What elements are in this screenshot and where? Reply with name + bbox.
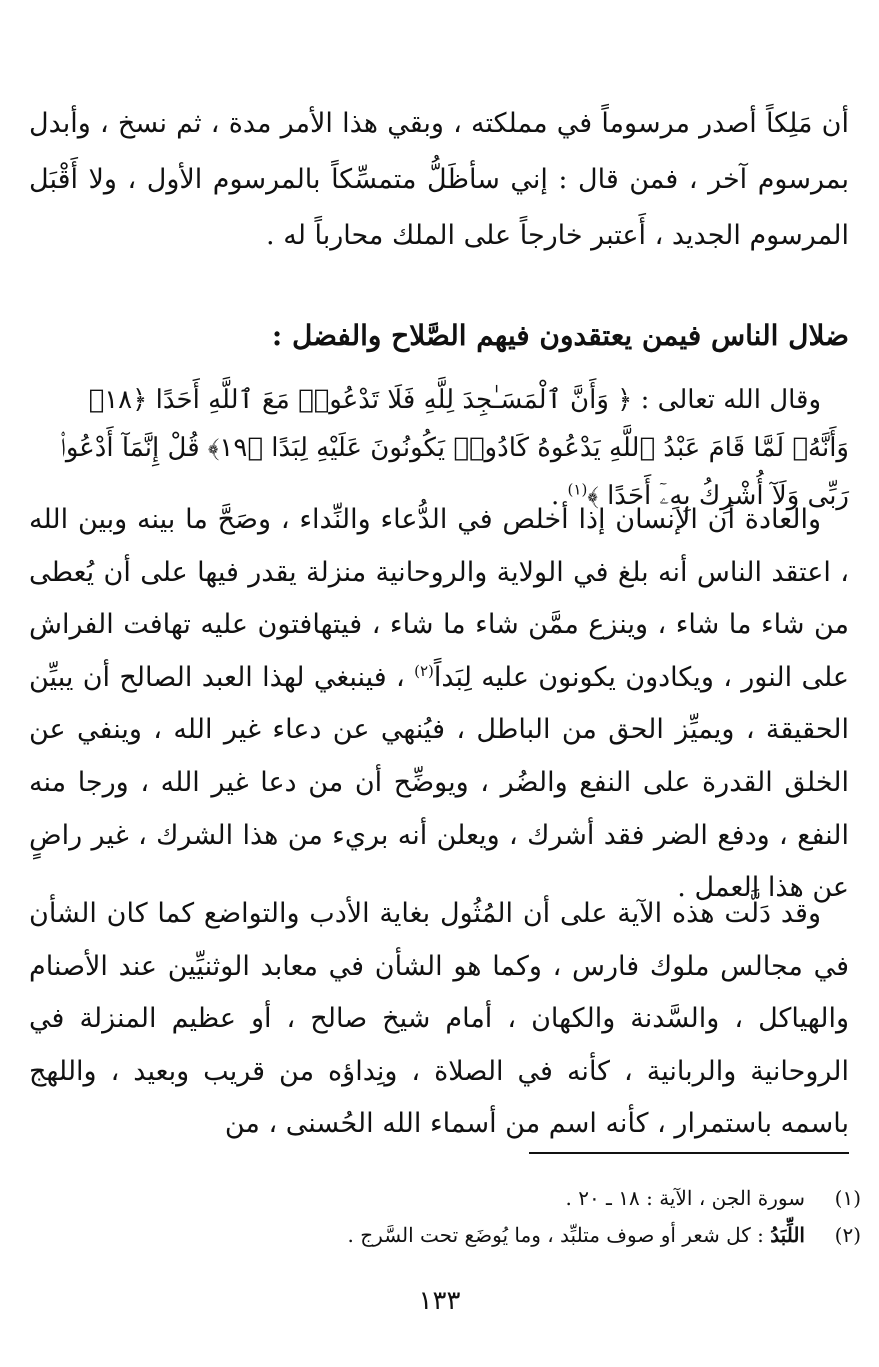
footnote-2 <box>29 1220 861 1250</box>
paragraph-2-text-a: والعادة أن الإنسان إذا أخلص في الدُّعاء والنِّداء ، وصَحَّ ما بينه وبين الله ، اعتقد الناس أنه بلغ في الولاية والروحانية منزلة يقدر فيها على أن يُعطى من شاء ما شاء ، وينزع ممَّن شاء ما شاء ، فيتهافتون عليه تهافت الفراش على النور ، ويكادون يكونون عليه لِبَداً <box>29 504 849 693</box>
footnote-1 <box>29 1183 861 1213</box>
section-heading: ضلال الناس فيمن يعتقدون فيهم الصَّلاح والفضل : <box>271 319 849 352</box>
quran-intro: وقال الله تعالى : <box>640 385 821 415</box>
page-number: ١٣٣ <box>418 1286 461 1316</box>
quran-end: . <box>550 481 568 511</box>
paragraph-1: أن مَلِكاً أصدر مرسوماً في مملكته ، وبقي هذا الأمر مدة ، ثم نسخ ، وأبدل بمرسوم آخر ، فمن قال : إني سأظَلُّ متمسِّكاً بالمرسوم الأول ، ولا أَقْبَل المرسوم الجديد ، أَعتبر خارجاً على الملك محارباً له . <box>29 108 849 251</box>
footnote-1-text: سورة الجن ، الآية : ١٨ ـ ٢٠ . <box>565 1186 805 1210</box>
footnote-1-number: (١) <box>834 1186 861 1210</box>
paragraph-2 <box>29 494 849 915</box>
footnote-ref-2: (٢) <box>414 661 434 680</box>
paragraph-3-text: وقد دَلَّت هذه الآية على أن المُثُول بغاية الأدب والتواضع كما كان الشأن في مجالس ملوك فارس ، وكما هو الشأن في معابد الوثنيِّين عند الأصنام والهياكل ، والسَّدنة والكهان ، أمام شيخ صالح ، أو عظيم المنزلة في الروحانية والربانية ، كأنه في الصلاة ، ونِداؤه من قريب وبعيد ، واللهج باسمه باستمرار ، كأنه اسم من أسماء الله الحُسنى ، من <box>29 898 849 1140</box>
footnote-ref-1: (١) <box>567 480 588 499</box>
quran-verse: ﴿ وَأَنَّ ٱلْمَسَـٰجِدَ لِلَّهِ فَلَا تَدْعُوا۟ مَعَ ٱللَّهِ أَحَدًا ﴿١٨﴾ وَأَنَّهُۥ لَمَّا قَامَ عَبْدُ ٱللَّهِ يَدْعُوهُ كَادُوا۟ يَكُونُونَ عَلَيْهِ لِبَدًا ﴿١٩﴾ قُلْ إِنَّمَآ أَدْعُوا۟ رَبِّى وَلَآ أُشْرِكُ بِهِۦٓ أَحَدًا ﴾ <box>59 385 849 511</box>
paragraph-2-text-b: ، فينبغي لهذا العبد الصالح أن يبيِّن الحقيقة ، ويميِّز الحق من الباطل ، فيُنهي عن دعاء غير الله ، وينفي عن الخلق القدرة على النفع والضُر ، ويوضِّح أن من دعا غير الله ، ورجا منه النفع ، ودفع الضر فقد أشرك ، ويعلن أنه بريء من هذا الشرك ، غير راضٍ عن هذا العمل . <box>29 661 849 904</box>
footnote-2-term: اللِّبَدُ <box>770 1223 805 1247</box>
footnote-separator <box>529 1152 849 1154</box>
footnote-2-text: : كل شعر أو صوف متلبِّد ، وما يُوضَع تحت السَّرج . <box>347 1223 771 1247</box>
paragraph-3 <box>29 888 849 1151</box>
footnote-2-number: (٢) <box>834 1223 861 1247</box>
